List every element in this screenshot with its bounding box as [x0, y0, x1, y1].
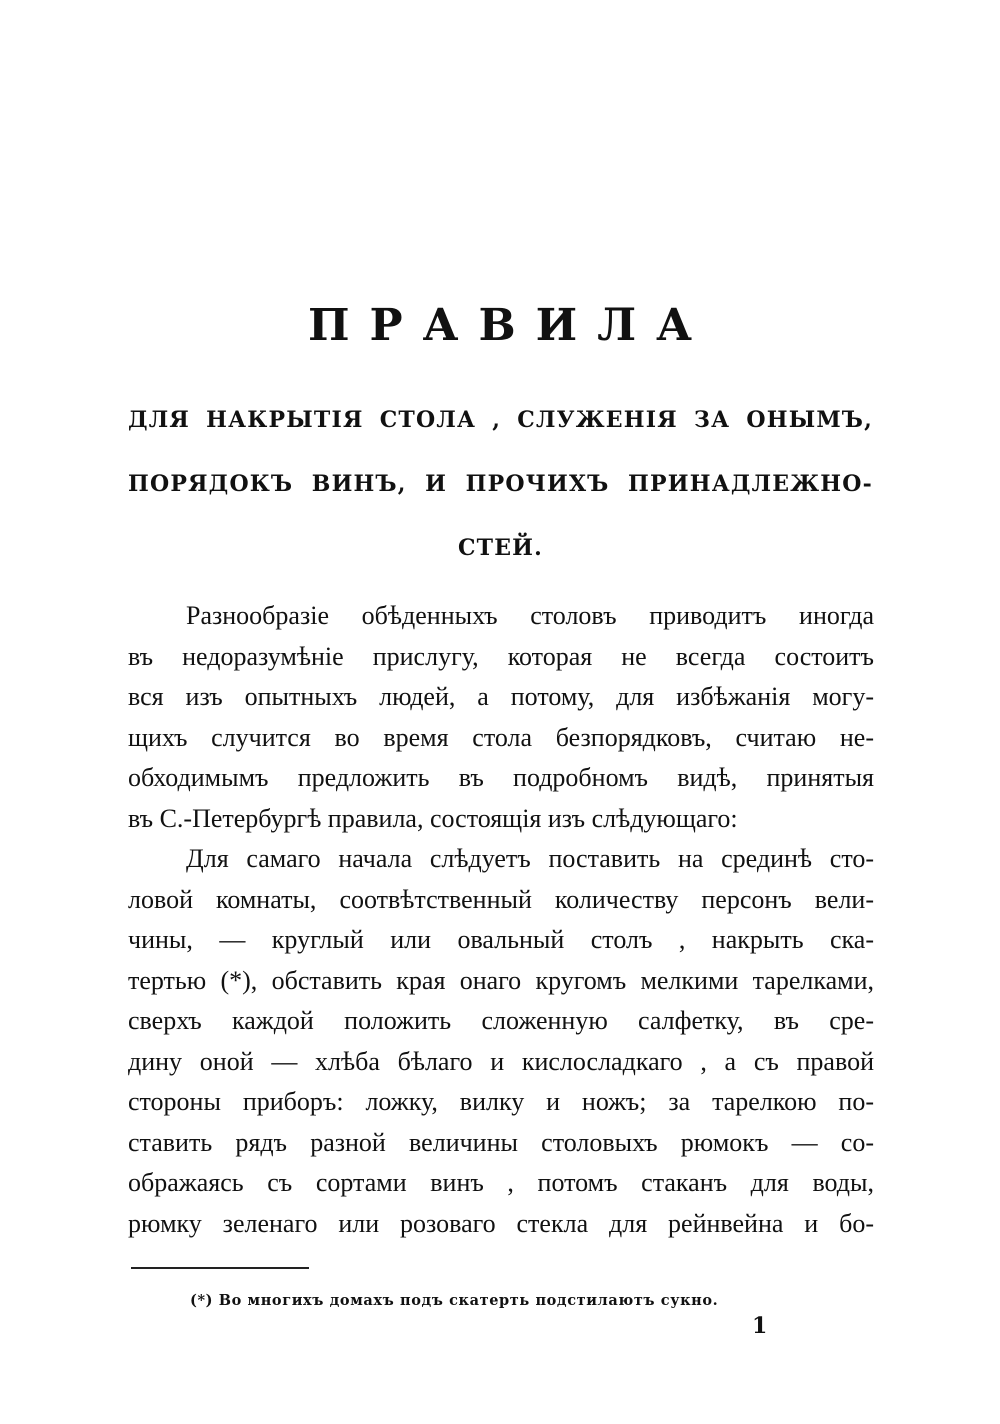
text-line: тертью (*), обставить края онаго кругомъ мелкими тарелками,	[128, 965, 874, 995]
body-text	[128, 596, 874, 1244]
text-line: въ недоразумѣніе прислугу, которая не всегда состоитъ	[128, 641, 874, 671]
text-line: ловой комнаты, соотвѣтственный количеству персонъ вели-	[128, 884, 874, 914]
text-line: ставить рядъ разной величины столовыхъ рюмокъ — со-	[128, 1127, 874, 1157]
text-line: Для самаго начала слѣдуетъ поставить на срединѣ сто-	[186, 844, 874, 873]
page-title: ПРАВИЛА	[308, 300, 712, 351]
subtitle-line: СТЕЙ.	[457, 535, 544, 561]
text-line: обходимымъ предложить въ подробномъ видѣ, принятыя	[128, 763, 874, 792]
footnote: (*) Во многихъ домахъ подъ скатерть подстилаютъ сукно.	[190, 1292, 719, 1309]
subtitle-line: ДЛЯ НАКРЫТІЯ СТОЛА , СЛУЖЕНІЯ ЗА ОНЫМЪ,	[128, 407, 873, 433]
text-line: ображаясь съ сортами винъ , потомъ стаканъ для воды,	[128, 1168, 874, 1197]
text-line: дину оной — хлѣба бѣлаго и кислосладкаго , а съ правой	[128, 1046, 874, 1076]
text-line: стороны приборъ: ложку, вилку и ножъ; за тарелкою по-	[128, 1087, 874, 1116]
page-number: 1	[752, 1313, 768, 1339]
text-line: вся изъ опытныхъ людей, а потому, для избѣжанія могу-	[128, 682, 874, 711]
text-line: сверхъ каждой положить сложенную салфетку, въ сре-	[128, 1006, 874, 1035]
text-line: рюмку зеленаго или розоваго стекла для рейнвейна и бо-	[128, 1208, 874, 1238]
text-line: Разнообразіе обѣденныхъ столовъ приводитъ иногда	[186, 601, 874, 630]
text-line: въ С.-Петербургѣ правила, состоящія изъ слѣдующаго:	[128, 803, 738, 833]
subtitle	[128, 388, 873, 580]
subtitle-line: ПОРЯДОКЪ ВИНЪ, И ПРОЧИХЪ ПРИНАДЛЕЖНО-	[128, 471, 873, 497]
text-line: щихъ случится во время стола безпорядковъ, считаю не-	[128, 722, 874, 752]
text-line: чины, — круглый или овальный столъ , накрыть ска-	[128, 925, 874, 954]
footnote-divider	[131, 1267, 309, 1269]
